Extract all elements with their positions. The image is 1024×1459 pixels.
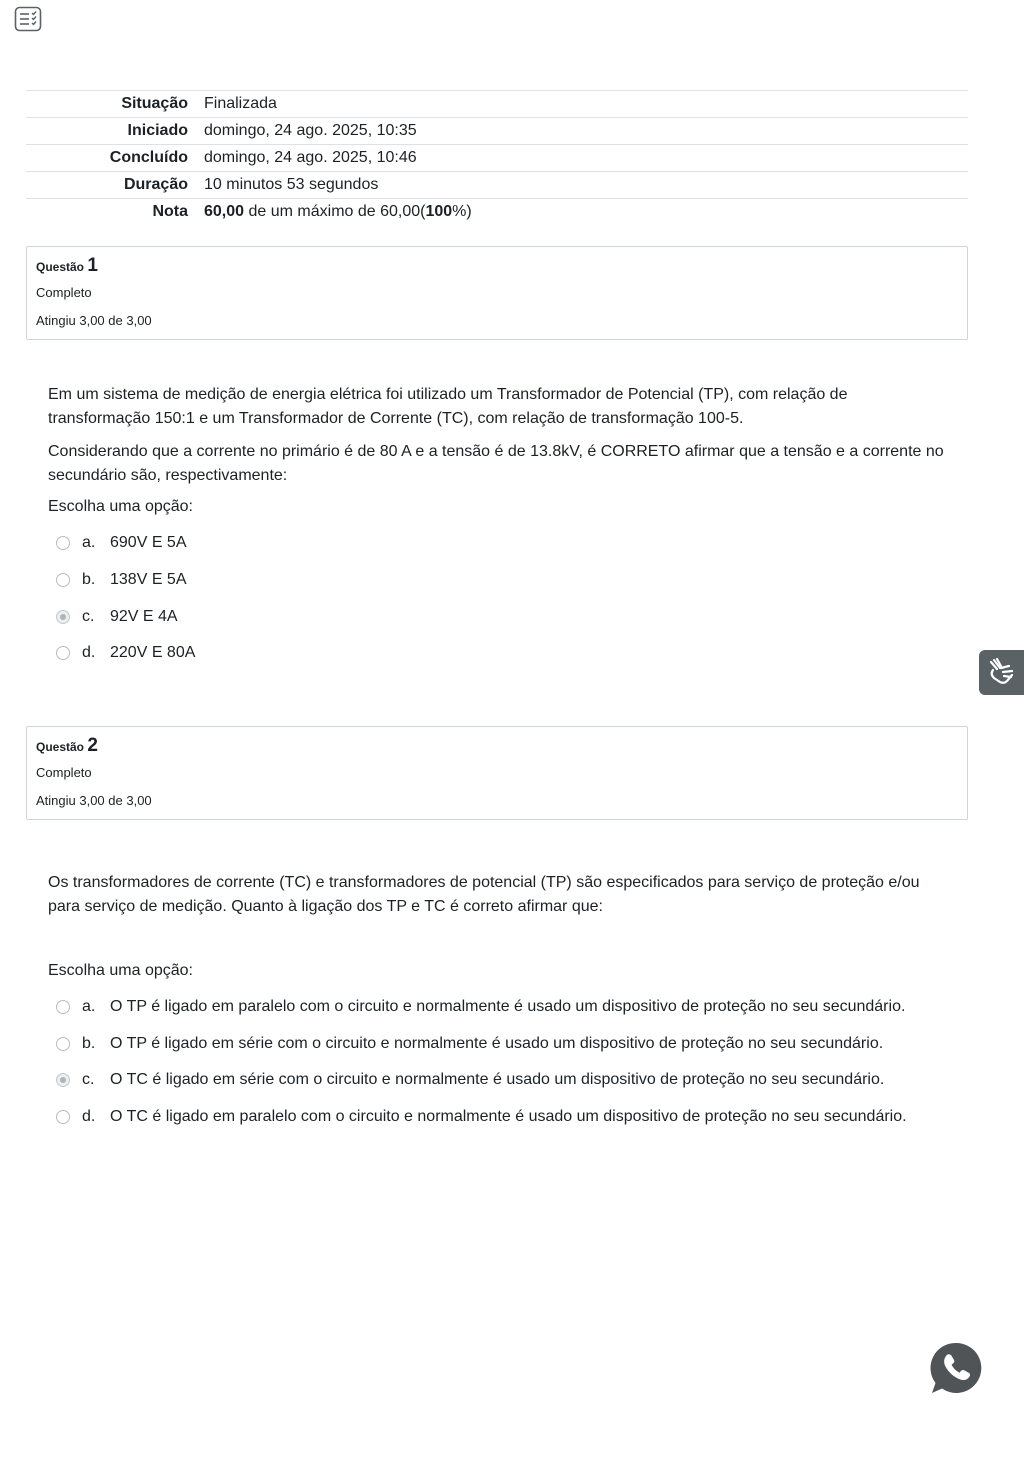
question-2-info xyxy=(26,726,968,820)
q1-option-a[interactable] xyxy=(56,532,187,554)
question-paragraph: Considerando que a corrente no primário é de 80 A e a tensão é de 13.8kV, é CORRETO afirmar que a tensão e a corrente no secundário são, respectivamente: xyxy=(48,443,944,484)
option-text: 220V E 80A xyxy=(110,644,196,661)
option-letter: b. xyxy=(82,1035,96,1052)
q1-option-b[interactable] xyxy=(56,569,187,591)
radio-button[interactable] xyxy=(56,573,70,587)
grade-label: Nota xyxy=(26,199,196,226)
summary-row-grade xyxy=(26,199,968,226)
summary-label: Iniciado xyxy=(26,118,196,145)
question-paragraph: Os transformadores de corrente (TC) e transformadores de potencial (TP) são especificados para serviço de proteção e/ou para serviço de medição. Quanto à ligação dos TP e TC é correto afirmar que: xyxy=(48,874,920,915)
option-text: O TP é ligado em série com o circuito e normalmente é usado um dispositivo de proteção no seu secundário. xyxy=(110,1035,884,1052)
question-number xyxy=(36,735,98,757)
option-text: O TC é ligado em paralelo com o circuito e normalmente é usado um dispositivo de proteção no seu secundário. xyxy=(110,1108,907,1125)
summary-label: Duração xyxy=(26,172,196,199)
option-letter: d. xyxy=(82,644,96,661)
summary-label: Concluído xyxy=(26,145,196,172)
radio-button[interactable] xyxy=(56,1000,70,1014)
radio-button[interactable] xyxy=(56,536,70,550)
whatsapp-icon xyxy=(928,1340,984,1396)
option-text: 690V E 5A xyxy=(110,534,187,551)
question-1-info xyxy=(26,246,968,340)
q2-option-c[interactable] xyxy=(56,1069,885,1091)
grade-value xyxy=(196,199,968,226)
question-prefix: Questão xyxy=(36,260,85,274)
question-2-text xyxy=(48,871,948,928)
grade-score: 60,00 xyxy=(204,203,245,220)
q2-option-a[interactable] xyxy=(56,996,906,1018)
question-grade: Atingiu 3,00 de 3,00 xyxy=(36,793,152,808)
option-letter: c. xyxy=(82,608,95,625)
question-2-prompt: Escolha uma opção: xyxy=(48,962,193,979)
quiz-navigation-icon[interactable] xyxy=(14,6,42,32)
option-letter: b. xyxy=(82,571,96,588)
summary-row xyxy=(26,91,968,118)
summary-row xyxy=(26,118,968,145)
radio-button-selected[interactable] xyxy=(56,1073,70,1087)
radio-button[interactable] xyxy=(56,646,70,660)
summary-value: Finalizada xyxy=(196,91,968,118)
question-number-value: 2 xyxy=(87,735,98,756)
grade-percent: 100 xyxy=(425,203,453,220)
question-1-prompt: Escolha uma opção: xyxy=(48,498,193,515)
option-letter: a. xyxy=(82,534,96,551)
attempt-summary-table xyxy=(26,90,968,225)
whatsapp-button[interactable] xyxy=(928,1340,984,1396)
option-text: 138V E 5A xyxy=(110,571,187,588)
question-prefix: Questão xyxy=(36,740,85,754)
option-text: 92V E 4A xyxy=(110,608,178,625)
summary-row xyxy=(26,145,968,172)
summary-row xyxy=(26,172,968,199)
option-text: O TP é ligado em paralelo com o circuito e normalmente é usado um dispositivo de proteção no seu secundário. xyxy=(110,998,906,1015)
summary-value: domingo, 24 ago. 2025, 10:35 xyxy=(196,118,968,145)
radio-button-selected[interactable] xyxy=(56,610,70,624)
q2-option-b[interactable] xyxy=(56,1033,884,1055)
option-letter: a. xyxy=(82,998,96,1015)
option-text: O TC é ligado em série com o circuito e normalmente é usado um dispositivo de proteção no seu secundário. xyxy=(110,1071,885,1088)
summary-label: Situação xyxy=(26,91,196,118)
radio-button[interactable] xyxy=(56,1110,70,1124)
option-letter: c. xyxy=(82,1071,95,1088)
q2-option-d[interactable] xyxy=(56,1106,907,1128)
summary-value: 10 minutos 53 segundos xyxy=(196,172,968,199)
option-letter: d. xyxy=(82,1108,96,1125)
question-state: Completo xyxy=(36,765,92,780)
q1-option-c[interactable] xyxy=(56,606,178,628)
radio-button[interactable] xyxy=(56,1037,70,1051)
question-number xyxy=(36,255,98,277)
question-state: Completo xyxy=(36,285,92,300)
grade-middle: de um máximo de 60,00( xyxy=(244,203,426,220)
sign-language-button[interactable] xyxy=(979,650,1024,695)
sign-language-icon xyxy=(979,650,1024,695)
q1-option-d[interactable] xyxy=(56,642,196,664)
grade-suffix: %) xyxy=(452,203,472,220)
question-1-text xyxy=(48,383,948,497)
question-grade: Atingiu 3,00 de 3,00 xyxy=(36,313,152,328)
question-number-value: 1 xyxy=(87,255,98,276)
summary-value: domingo, 24 ago. 2025, 10:46 xyxy=(196,145,968,172)
question-paragraph: Em um sistema de medição de energia elétrica foi utilizado um Transformador de Potencial (TP), com relação de transformação 150:1 e um Transformador de Corrente (TC), com relação de transformação 100-5. xyxy=(48,386,848,427)
